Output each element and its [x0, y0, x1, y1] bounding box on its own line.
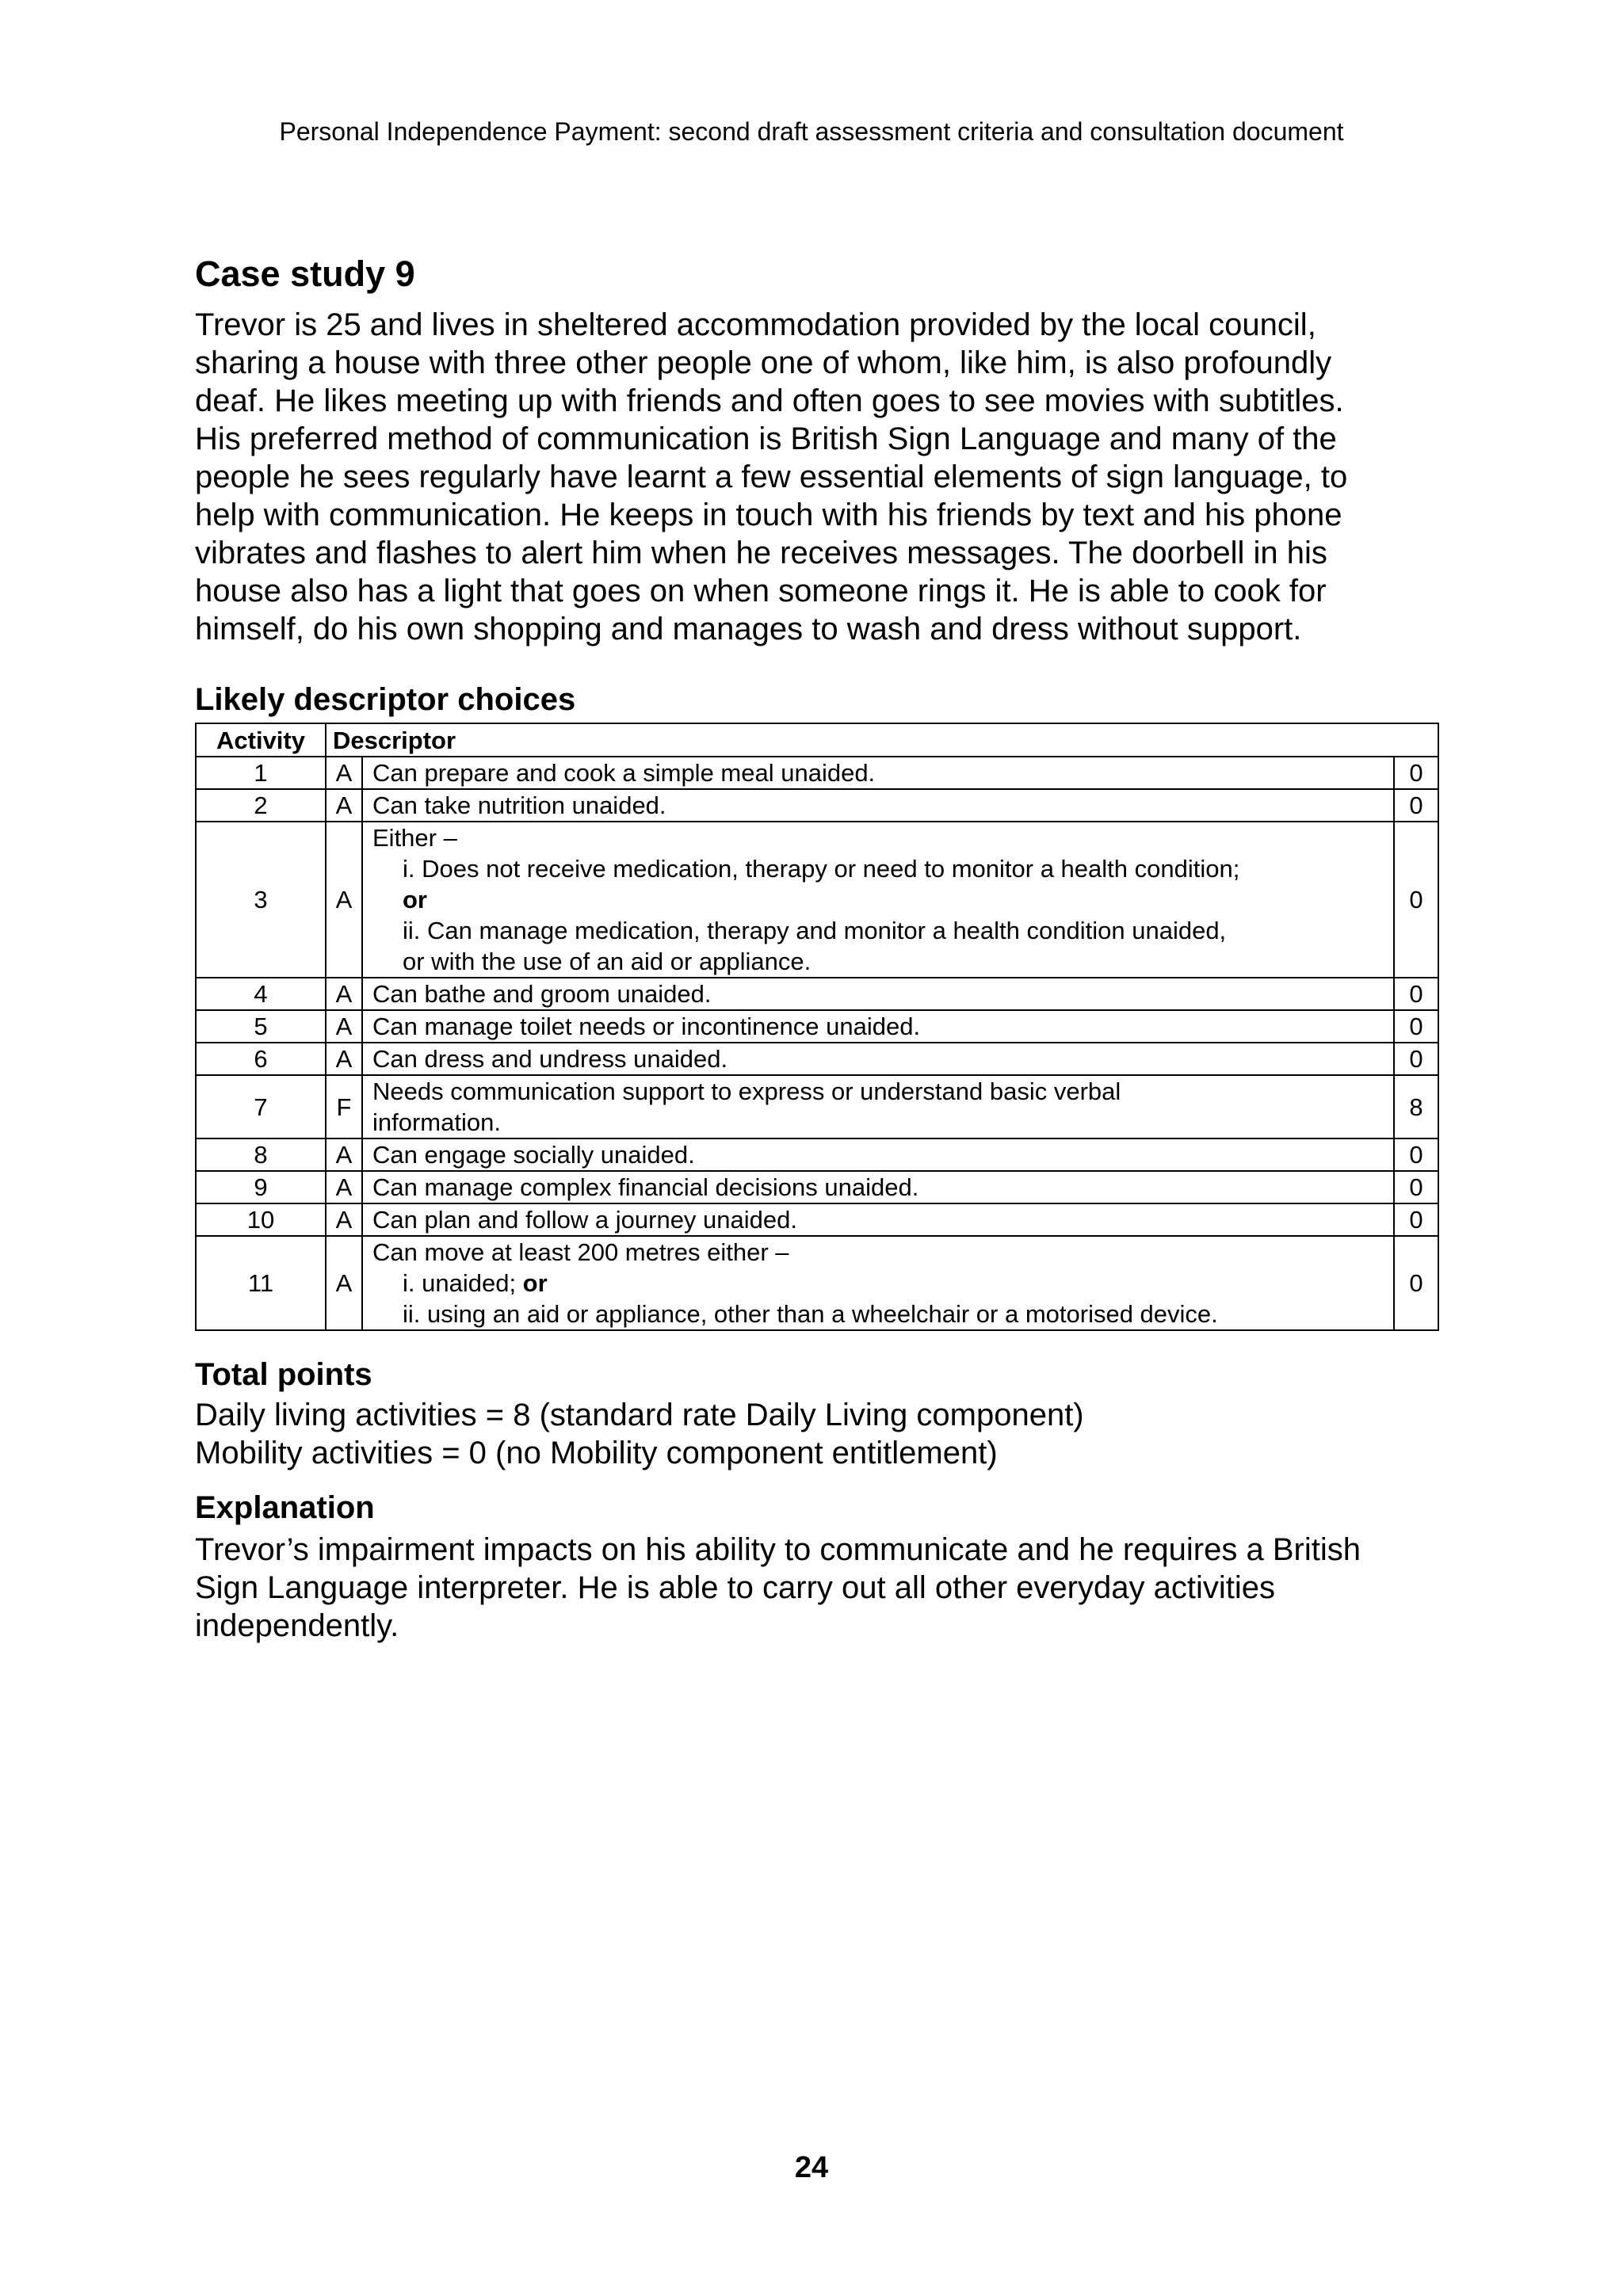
descriptor-letter: A — [326, 1203, 362, 1236]
intro-line: himself, do his own shopping and manages to wash and dress without support. — [195, 612, 1302, 646]
case-study-title: Case study 9 — [195, 254, 415, 294]
activity-number: 4 — [196, 978, 326, 1010]
table-row — [196, 1203, 1438, 1236]
total-points-heading: Total points — [195, 1357, 372, 1392]
page-header: Personal Independence Payment: second draft assessment criteria and consultation document — [279, 117, 1344, 146]
descriptor-letter: A — [326, 757, 362, 789]
descriptor-or: or — [522, 1269, 548, 1297]
descriptor-text: Can dress and undress unaided. — [362, 1043, 1394, 1075]
table-header-row — [196, 723, 1438, 757]
descriptor-letter: A — [326, 1138, 362, 1171]
descriptor-line: ii. Can manage medication, therapy and monitor a health condition unaided, — [403, 917, 1227, 944]
intro-line: deaf. He likes meeting up with friends and often goes to see movies with subtitles. — [195, 383, 1344, 418]
descriptor-line: Needs communication support to express or understand basic verbal — [372, 1077, 1121, 1105]
descriptor-letter: F — [326, 1075, 362, 1138]
table-row — [196, 1236, 1438, 1330]
descriptor-points: 0 — [1394, 757, 1438, 789]
descriptor-line: information. — [372, 1108, 501, 1136]
descriptor-letter: A — [326, 789, 362, 822]
page-number: 24 — [794, 2151, 829, 2184]
case-intro-paragraph — [195, 306, 1439, 648]
descriptor-text: Can bathe and groom unaided. — [362, 978, 1394, 1010]
descriptor-text: Can engage socially unaided. — [362, 1138, 1394, 1171]
table-row — [196, 757, 1438, 789]
table-row — [196, 789, 1438, 822]
intro-line: people he sees regularly have learnt a few essential elements of sign language, to — [195, 460, 1348, 494]
descriptor-letter: A — [326, 1236, 362, 1330]
descriptor-points: 0 — [1394, 1171, 1438, 1203]
descriptor-text — [362, 822, 1394, 978]
intro-line: help with communication. He keeps in touch with his friends by text and his phone — [195, 498, 1342, 532]
descriptor-points: 0 — [1394, 1043, 1438, 1075]
descriptor-letter: A — [326, 1171, 362, 1203]
intro-line: house also has a light that goes on when someone rings it. He is able to cook for — [195, 574, 1327, 608]
table-row — [196, 822, 1438, 978]
table-row — [196, 1138, 1438, 1171]
intro-line: His preferred method of communication is British Sign Language and many of the — [195, 421, 1337, 456]
intro-line: vibrates and flashes to alert him when he receives messages. The doorbell in his — [195, 536, 1327, 570]
activity-number: 3 — [196, 822, 326, 978]
explanation-line: Sign Language interpreter. He is able to carry out all other everyday activities — [195, 1570, 1275, 1605]
total-points-lines — [195, 1396, 1084, 1472]
descriptor-letter: A — [326, 978, 362, 1010]
descriptor-points: 0 — [1394, 1203, 1438, 1236]
descriptor-line: Can move at least 200 metres either – — [372, 1238, 789, 1266]
explanation-paragraph — [195, 1531, 1439, 1645]
activity-number: 9 — [196, 1171, 326, 1203]
activity-number: 1 — [196, 757, 326, 789]
intro-line: Trevor is 25 and lives in sheltered accommodation provided by the local council, — [195, 307, 1316, 342]
descriptor-line: i. Does not receive medication, therapy or need to monitor a health condition; — [403, 855, 1240, 883]
descriptor-line: or with the use of an aid or appliance. — [403, 948, 812, 975]
activity-number: 5 — [196, 1010, 326, 1043]
table-row — [196, 1010, 1438, 1043]
table-row — [196, 1171, 1438, 1203]
daily-living-total: Daily living activities = 8 (standard rate Daily Living component) — [195, 1398, 1084, 1432]
descriptor-text — [362, 1075, 1394, 1138]
activity-number: 10 — [196, 1203, 326, 1236]
descriptor-letter: A — [326, 1010, 362, 1043]
descriptor-points: 0 — [1394, 822, 1438, 978]
descriptor-points: 8 — [1394, 1075, 1438, 1138]
activity-column-header: Activity — [196, 723, 326, 757]
descriptor-choices-heading: Likely descriptor choices — [195, 682, 576, 717]
activity-number: 11 — [196, 1236, 326, 1330]
descriptor-column-header: Descriptor — [326, 723, 1438, 757]
activity-number: 6 — [196, 1043, 326, 1075]
descriptor-points: 0 — [1394, 1236, 1438, 1330]
descriptor-text: Can take nutrition unaided. — [362, 789, 1394, 822]
descriptor-letter: A — [326, 1043, 362, 1075]
descriptor-points: 0 — [1394, 1010, 1438, 1043]
activity-number: 2 — [196, 789, 326, 822]
table-row — [196, 1043, 1438, 1075]
descriptor-fragment: i. unaided; — [403, 1269, 523, 1297]
explanation-heading: Explanation — [195, 1490, 375, 1525]
intro-line: sharing a house with three other people one of whom, like him, is also profoundly — [195, 345, 1332, 380]
descriptor-or: or — [403, 886, 427, 913]
activity-number: 7 — [196, 1075, 326, 1138]
descriptor-line — [372, 1268, 1384, 1299]
table-row — [196, 1075, 1438, 1138]
descriptor-line: ii. using an aid or appliance, other than a wheelchair or a motorised device. — [403, 1300, 1218, 1328]
descriptor-text: Can plan and follow a journey unaided. — [362, 1203, 1394, 1236]
explanation-line: Trevor’s impairment impacts on his ability to communicate and he requires a British — [195, 1532, 1361, 1567]
descriptor-text: Can manage toilet needs or incontinence unaided. — [362, 1010, 1394, 1043]
activity-number: 8 — [196, 1138, 326, 1171]
descriptor-table — [195, 723, 1439, 1331]
descriptor-line: Either – — [372, 824, 457, 852]
descriptor-points: 0 — [1394, 789, 1438, 822]
descriptor-points: 0 — [1394, 978, 1438, 1010]
mobility-total: Mobility activities = 0 (no Mobility component entitlement) — [195, 1436, 998, 1470]
descriptor-text — [362, 1236, 1394, 1330]
descriptor-letter: A — [326, 822, 362, 978]
descriptor-text: Can manage complex financial decisions unaided. — [362, 1171, 1394, 1203]
descriptor-text: Can prepare and cook a simple meal unaided. — [362, 757, 1394, 789]
descriptor-points: 0 — [1394, 1138, 1438, 1171]
table-row — [196, 978, 1438, 1010]
explanation-line: independently. — [195, 1608, 399, 1643]
